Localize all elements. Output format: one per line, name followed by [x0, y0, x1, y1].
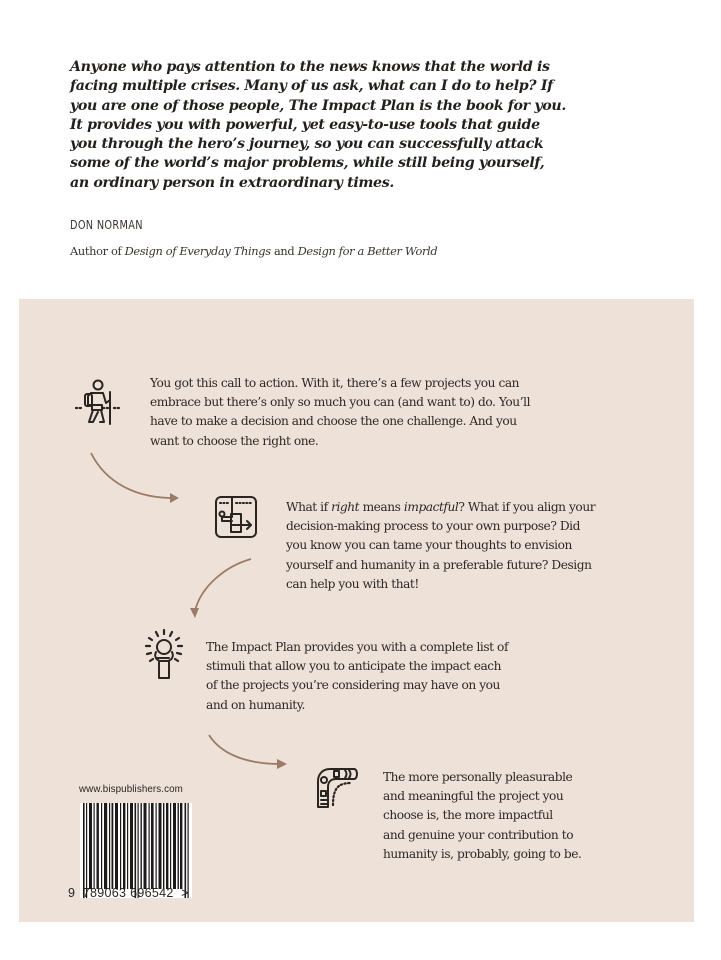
quote-line: an ordinary person in extraordinary times. — [70, 174, 394, 191]
isbn-barcode — [80, 803, 192, 898]
text-fragment: means — [359, 500, 404, 514]
hiker-icon — [74, 378, 128, 430]
text-line: embrace but there’s only so much you can (and want to) do. You’ll — [150, 395, 531, 410]
text-line: The more personally pleasurable — [383, 770, 573, 784]
emphasis-right: right — [331, 500, 360, 514]
boomerang-icon — [312, 763, 360, 811]
credentials-prefix: Author of — [70, 244, 125, 258]
text-line: have to make a decision and choose the one challenge. And you — [150, 414, 517, 429]
step-2-text — [286, 498, 595, 594]
curved-arrow-right-icon — [206, 732, 296, 772]
flowchart-icon — [214, 495, 258, 539]
text-line: and genuine your contribution to — [383, 827, 574, 842]
step-1-text — [150, 374, 530, 451]
emphasis-impactful: impactful — [403, 500, 459, 514]
isbn-number: 9 789063 696542 > — [68, 886, 189, 900]
text-fragment: What if — [286, 500, 332, 514]
text-line: humanity is, probably, going to be. — [383, 846, 582, 861]
quote-line: Anyone who pays attention to the news knows that the world is — [70, 59, 550, 75]
text-fragment: ? What if you align your — [458, 500, 596, 514]
text-line: You got this call to action. With it, there’s a few projects you can — [150, 376, 520, 390]
idea-hand-icon — [143, 628, 185, 686]
text-line: of the projects you’re considering may have on you — [206, 678, 500, 693]
text-line: can help you with that! — [286, 576, 419, 591]
quote-line: It provides you with powerful, yet easy-to-use tools that guide — [70, 116, 540, 133]
curved-arrow-right-icon — [86, 448, 186, 508]
quote-line: you are one of those people, The Impact Plan is the book for you. — [70, 97, 566, 114]
quote-line: you through the hero’s journey, so you can successfully attack — [70, 136, 544, 153]
text-line: want to choose the right one. — [150, 433, 319, 448]
text-line: The Impact Plan provides you with a complete list of — [206, 640, 509, 654]
endorser-name: DON NORMAN — [70, 217, 143, 232]
credentials-and: and — [270, 244, 298, 258]
text-line: and on humanity. — [206, 697, 305, 712]
book-title-1: Design of Everyday Things — [124, 244, 271, 258]
text-line — [286, 498, 595, 517]
curved-arrow-left-down-icon — [186, 556, 256, 622]
text-line: and meaningful the project you — [383, 789, 564, 804]
text-line: yourself and humanity in a preferable future? Design — [286, 557, 592, 572]
endorser-credentials — [70, 244, 437, 258]
text-line: decision-making process to your own purpose? Did — [286, 519, 580, 534]
step-4-text — [383, 768, 581, 864]
quote-line: facing multiple crises. Many of us ask, what can I do to help? If — [70, 78, 553, 95]
book-title-2: Design for a Better World — [297, 244, 438, 258]
endorsement-quote — [70, 58, 670, 193]
quote-line: some of the world’s major problems, while still being yourself, — [70, 155, 545, 172]
step-3-text — [206, 638, 508, 715]
publisher-url: www.bispublishers.com — [79, 784, 183, 795]
text-line: you know you can tame your thoughts to envision — [286, 538, 572, 553]
text-line: stimuli that allow you to anticipate the impact each — [206, 659, 502, 674]
text-line: choose is, the more impactful — [383, 808, 553, 823]
